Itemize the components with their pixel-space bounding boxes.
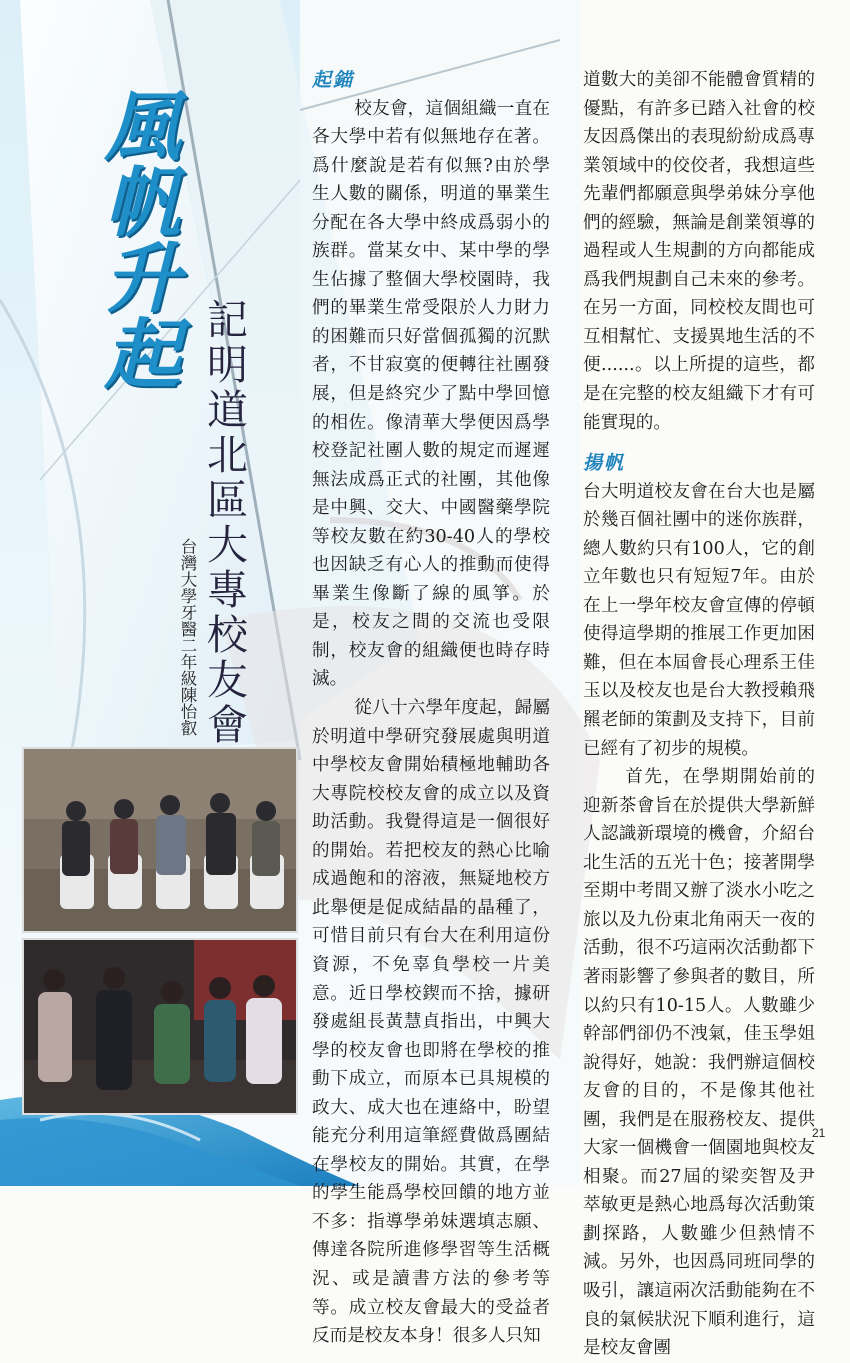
body-paragraph: 台大明道校友會在台大也是屬於幾百個社團中的迷你族群，總人數約只有100人，它的創立年數也只有短短7年。由於在上一學年校友會宣傳的停頓使得這學期的推展工作更加困難，但在本屆會長心理系王佳玉以及校友也是台大教授賴飛羆老師的策劃及支持下，目前已經有了初步的規模。 bbox=[583, 481, 815, 759]
body-paragraph: 首先，在學期開始前的迎新茶會旨在於提供大學新鮮人認識新環境的機會，介紹台北生活的五光十色；接著開學至期中考間又辦了淡水小吃之旅以及九份東北角兩天一夜的活動，很不巧這兩次活動都下著雨影響了參與者的數目，所以約只有10-15人。人數雖少幹部們卻仍不洩氣，佳玉學姐說得好，她說：我們辦這個校友會的目的，不是像其他社團，我們是在服務校友、提供大家一個機會一個園地與校友相聚。而27屆的梁奕智及尹萃敏更是熱心地爲每次活動策劃探路，人數雖少但熱情不減。另外，也因爲同班同學的吸引，讓這兩次活動能夠在不良的氣候狀況下順利進行，這是校友會團 bbox=[583, 767, 815, 1359]
main-title: 風帆升起 bbox=[92, 86, 181, 390]
text-column-right bbox=[583, 66, 815, 1363]
group-photo-seated bbox=[22, 747, 298, 933]
section-heading-set-sail: 揚帆 bbox=[583, 452, 626, 475]
section-heading-anchor: 起錨 bbox=[312, 69, 355, 91]
body-paragraph: 從八十六學年度起，歸屬於明道中學研究發展處與明道中學校友會開始積極地輔助各大專院校校友會的成立以及資助活動。我覺得這是一個很好的開始。若把校友的熱心比喻成過飽和的溶液，無疑地校方此舉便是促成結晶的晶種了，可惜目前只有台大在利用這份資源，不免辜負學校一片美意。近日學校鍥而不捨，據研發處組長黃慧貞指出，中興大學的校友會也即將在學校的推動下成立，而原本已具規模的政大、成大也在連絡中，盼望能充分利用這筆經費做爲團結在學校友的開始。其實，在學的學生能爲學校回饋的地方並不多：指導學弟妹選填志願、傳達各院所進修學習等生活概況、或是讀書方法的參考等等。成立校友會最大的受益者反而是校友本身！很多人只知 bbox=[312, 698, 550, 1347]
body-paragraph: 校友會，這個組織一直在各大學中若有似無地存在著。爲什麼說是若有似無?由於學生人數的關係，明道的畢業生分配在各大學中終成爲弱小的族群。當某女中、某中學的學生佔據了整個大學校園時，我們的畢業生常受限於人力財力的困難而只好當個孤獨的沉默者，不甘寂寞的便轉往社團發展，但是終究少了點中學回憶的相佐。像清華大學便因爲學校登記社團人數的規定而遲遲無法成爲正式的社團，其他像是中興、交大、中國醫藥學院等校友數在約30-40人的學校也因缺乏有心人的推動而使得畢業生像斷了線的風箏。於是，校友之間的交流也受限制，校友會的組織便也時存時滅。 bbox=[312, 98, 550, 690]
group-photo-standing bbox=[22, 938, 298, 1115]
author-byline: 台灣大學牙醫二年級陳怡叡 bbox=[178, 538, 197, 736]
page-number: 21 bbox=[812, 1126, 826, 1140]
text-column-left bbox=[312, 66, 550, 1351]
body-paragraph: 道數大的美卻不能體會質精的優點，有許多已踏入社會的校友因爲傑出的表現紛紛成爲專業領域中的佼佼者，我想這些先輩們都願意與學弟妹分享他們的經驗，無論是創業領導的過程或人生規劃的方向都能成爲我們規劃自己未來的參考。在另一方面，同校校友間也可互相幫忙、支援異地生活的不便......。以上所提的這些，都是在完整的校友組織下才有可能實現的。 bbox=[583, 70, 815, 433]
article-subtitle: 記明道北區大專校友會 bbox=[200, 298, 248, 748]
